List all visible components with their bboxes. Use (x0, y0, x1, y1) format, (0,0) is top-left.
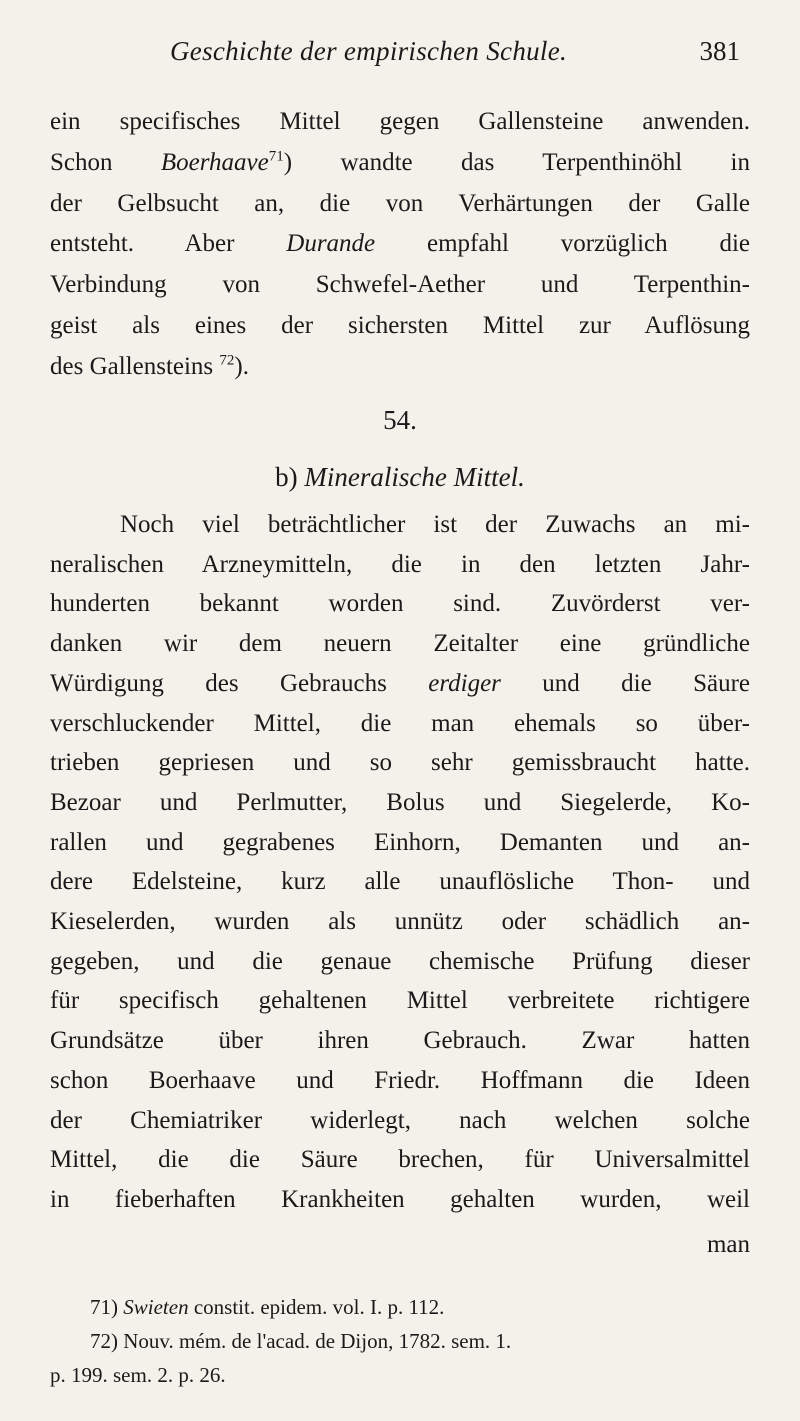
section-heading (50, 462, 750, 493)
line-sup: 71 (268, 148, 284, 165)
catchword: man (706, 1231, 750, 1258)
line-post: ) wandte das Terpenthinöhl in (283, 148, 751, 176)
line-pre: danken wir dem neuern Zeitalter eine gründliche (50, 630, 750, 658)
line-pre: Noch viel beträchtlicher ist der Zuwachs an mi- (120, 511, 750, 538)
text-line (50, 143, 750, 183)
text-line (50, 584, 750, 624)
running-header (170, 36, 770, 76)
line-pre: Schon (50, 148, 161, 176)
line-pre: Kieselerden, wurden als unnütz oder schädlich an- (50, 908, 750, 935)
text-line (50, 664, 750, 704)
text-line (50, 224, 750, 264)
line-post: und die Säure (500, 669, 751, 697)
line-pre: Bezoar und Perlmutter, Bolus und Siegelerde, Ko- (50, 788, 750, 816)
text-line (50, 1140, 750, 1180)
line-pre: ein specifisches Mittel gegen Gallensteine anwenden. (50, 108, 750, 135)
text-line (50, 862, 750, 902)
line-pre: des Gallensteins (50, 352, 220, 380)
text-line (50, 347, 750, 387)
line-sup: 72 (219, 352, 235, 369)
line-pre: dere Edelsteine, kurz alle unauflösliche Thon- und (50, 868, 750, 896)
text-line (50, 783, 750, 823)
line-pre: entsteht. Aber (50, 230, 287, 258)
footnote (50, 1358, 720, 1392)
text-line (50, 981, 750, 1021)
footnote-post: Nouv. mém. de l'acad. de Dijon, 1782. sem. 1. (123, 1329, 512, 1353)
section-prefix: b) (275, 462, 305, 492)
line-pre: Verbindung von Schwefel-Aether und Terpenthin- (50, 271, 750, 299)
text-line (50, 624, 750, 664)
line-pre: neralischen Arzneymitteln, die in den letzten Jahr- (50, 550, 750, 578)
text-line (50, 942, 750, 982)
page-number: 381 (699, 36, 740, 66)
footnote-num: 71) (90, 1295, 124, 1319)
text-line (50, 306, 750, 346)
text-line (50, 902, 750, 942)
line-pre: in fieberhaften Krankheiten gehalten wurden, weil (50, 1185, 750, 1213)
line-pre: Grundsätze über ihren Gebrauch. Zwar hatten (50, 1027, 750, 1055)
text-line (50, 102, 750, 142)
section-number: 54. (383, 405, 417, 435)
text-line (50, 545, 750, 585)
line-pre: für specifisch gehaltenen Mittel verbreitete richtigere (50, 987, 750, 1015)
text-line (50, 1021, 750, 1061)
text-line (50, 1180, 750, 1220)
footnote-num: 72) (90, 1329, 124, 1353)
section-title: Mineralische Mittel. (304, 462, 525, 492)
running-title: Geschichte der empirischen Schule. (170, 36, 568, 66)
text-line (50, 1101, 750, 1141)
footnote (90, 1290, 760, 1324)
line-pre: hunderten bekannt worden sind. Zuvörderst ver- (50, 590, 750, 618)
text-line (50, 823, 750, 863)
line-pre: der Chemiatriker widerlegt, nach welchen solche (50, 1106, 750, 1134)
line-pre: schon Boerhaave und Friedr. Hoffmann die Ideen (50, 1066, 750, 1094)
text-line (50, 743, 750, 783)
footnote-post: p. 199. sem. 2. p. 26. (50, 1363, 226, 1387)
line-post: empfahl vorzüglich die (375, 230, 750, 258)
line-pre: verschluckender Mittel, die man ehemals so über- (50, 709, 750, 737)
text-line (120, 505, 750, 545)
line-it: erdiger (428, 669, 501, 697)
footnote-it: Swieten (123, 1295, 189, 1319)
text-line (50, 184, 750, 224)
line-pre: gegeben, und die genaue chemische Prüfung dieser (50, 947, 750, 975)
line-pre: der Gelbsucht an, die von Verhärtungen der Galle (50, 189, 750, 217)
line-pre: geist als eines der sichersten Mittel zur Auflösung (50, 312, 750, 339)
line-it: Durande (286, 230, 376, 258)
line-it: Boerhaave (160, 148, 269, 176)
line-pre: Würdigung des Gebrauchs (50, 669, 429, 697)
line-pre: Mittel, die die Säure brechen, für Universalmittel (50, 1146, 750, 1174)
line-pre: rallen und gegrabenes Einhorn, Demanten und an- (50, 828, 750, 856)
text-line (50, 704, 750, 744)
line-post: ). (234, 352, 249, 380)
footnote (90, 1324, 760, 1358)
footnote-post: constit. epidem. vol. I. p. 112. (188, 1295, 445, 1319)
line-pre: trieben gepriesen und so sehr gemissbraucht hatte. (50, 749, 750, 777)
text-line (50, 265, 750, 305)
text-line (50, 1061, 750, 1101)
